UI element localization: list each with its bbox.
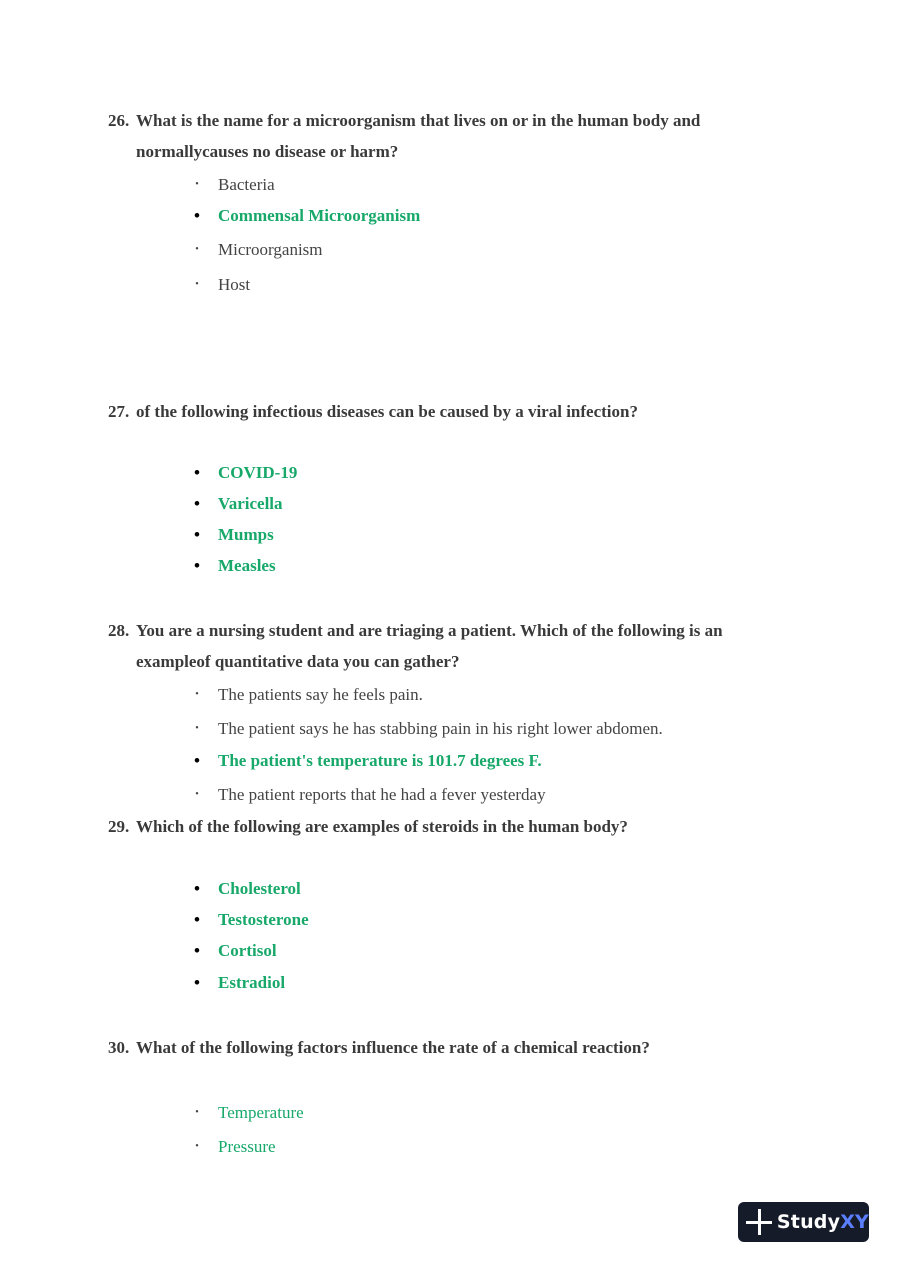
option-label: Cortisol [218,941,277,960]
option-item [195,275,251,295]
question-number: 26. [108,111,130,130]
option-label: COVID-19 [218,463,298,482]
bullet-icon: • [195,179,199,190]
bullet-icon: • [194,910,200,929]
question-27 [108,396,788,427]
question-line-1: What is the name for a microorganism that lives on or in the human body and [136,111,701,130]
bullet-icon: • [194,525,200,544]
plus-icon [746,1209,771,1235]
option-label: The patient says he has stabbing pain in his right lower abdomen. [218,719,663,738]
option-label: Commensal Microorganism [218,206,421,225]
question-text [108,105,788,167]
bullet-icon: • [195,689,199,700]
option-item [194,751,542,771]
badge-text-study: Study [776,1211,841,1233]
badge-text [777,1211,869,1233]
option-label: Mumps [218,525,274,544]
option-item [195,240,323,260]
option-item [194,973,286,993]
question-line-1: You are a nursing student and are triaging a patient. Which of the following is an [136,621,723,640]
bullet-icon: • [194,463,200,482]
bullet-icon: • [194,751,200,770]
question-text [108,811,788,842]
option-item [195,685,423,705]
option-item [195,785,546,805]
question-29 [108,811,788,842]
option-label: Varicella [218,494,283,513]
option-label: The patient's temperature is 101.7 degrees F. [218,751,542,770]
option-item [195,175,275,195]
bullet-icon: • [194,494,200,513]
option-item [194,206,421,226]
question-line-1: of the following infectious diseases can be caused by a viral infection? [136,402,638,421]
question-text [108,396,788,427]
option-item [194,879,301,899]
option-label: Measles [218,556,276,575]
option-item [194,525,274,545]
bullet-icon: • [194,556,200,575]
option-item [194,463,298,483]
option-item [194,494,283,514]
bullet-icon: • [194,206,200,225]
bullet-icon: • [195,789,199,800]
option-label: The patient reports that he had a fever yesterday [218,785,546,804]
option-item [194,910,309,930]
question-number: 28. [108,621,130,640]
bullet-icon: • [195,1107,199,1118]
question-30 [108,1032,788,1063]
bullet-icon: • [195,723,199,734]
option-label: The patients say he feels pain. [218,685,423,704]
question-number: 29. [108,817,130,836]
option-item [195,1137,276,1157]
question-26 [108,105,788,167]
option-item [194,556,276,576]
question-number: 27. [108,402,130,421]
question-number: 30. [108,1038,130,1057]
bullet-icon: • [194,879,200,898]
bullet-icon: • [195,1141,199,1152]
question-line-1: Which of the following are examples of steroids in the human body? [136,817,628,836]
bullet-icon: • [195,279,199,290]
question-line-2: exampleof quantitative data you can gather? [136,652,460,671]
question-text [108,1032,788,1063]
option-item [194,941,277,961]
option-label: Host [218,275,251,294]
badge-text-xy: XY [840,1211,869,1233]
studyxy-badge[interactable] [738,1202,869,1242]
option-item [195,1103,304,1123]
option-label: Cholesterol [218,879,301,898]
option-label: Bacteria [218,175,275,194]
option-label: Pressure [218,1137,276,1156]
question-line-2: normallycauses no disease or harm? [136,142,399,161]
option-label: Testosterone [218,910,309,929]
bullet-icon: • [194,973,200,992]
option-label: Estradiol [218,973,286,992]
option-label: Temperature [218,1103,304,1122]
bullet-icon: • [195,244,199,255]
option-label: Microorganism [218,240,323,259]
question-28 [108,615,788,677]
option-item [195,719,663,739]
question-text [108,615,788,677]
question-line-1: What of the following factors influence the rate of a chemical reaction? [136,1038,650,1057]
bullet-icon: • [194,941,200,960]
